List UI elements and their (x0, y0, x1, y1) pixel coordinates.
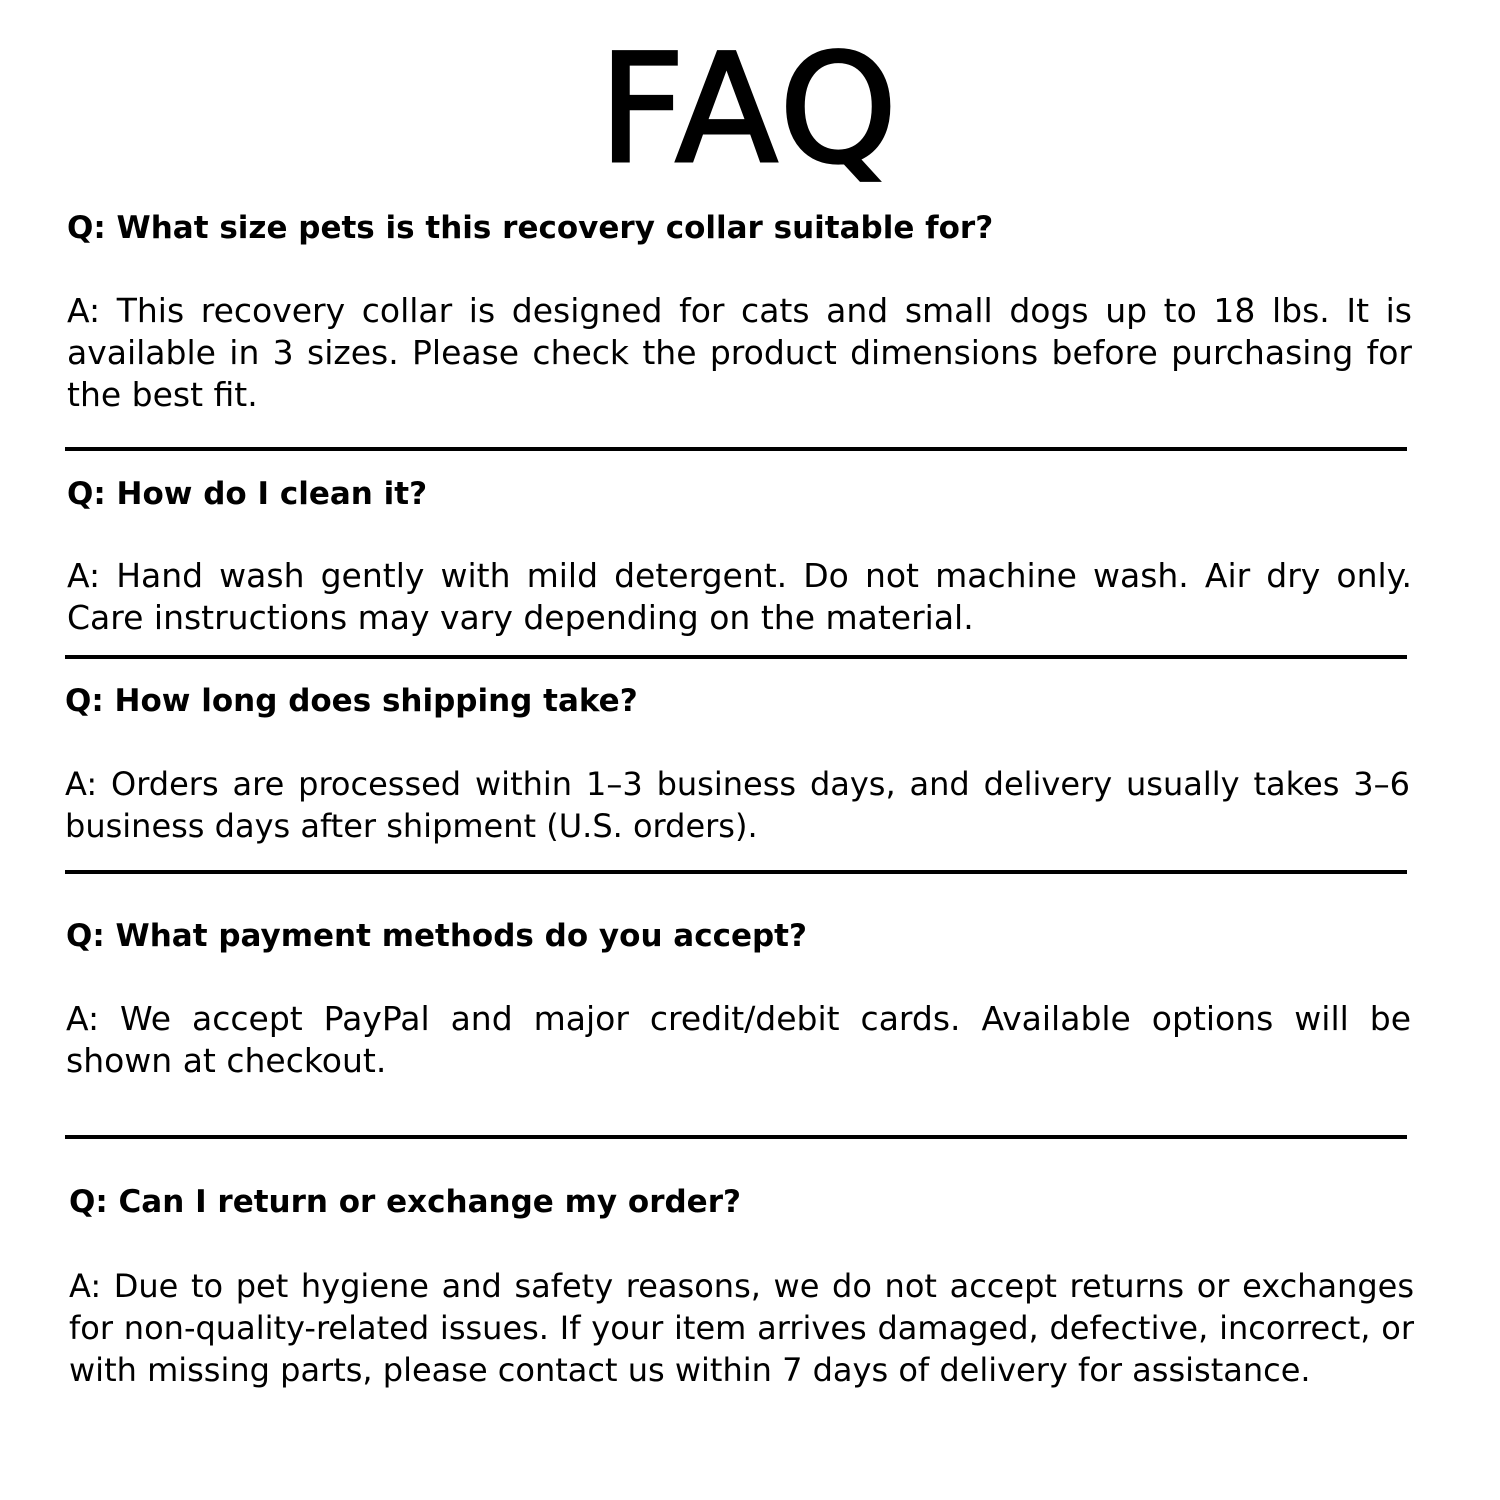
faq-answer-3: A: Orders are processed within 1–3 business days, and delivery usually takes 3–6 business days after shipment (U.S. orders). (65, 765, 1410, 845)
faq-answer-1: A: This recovery collar is designed for cats and small dogs up to 18 lbs. It is available in 3 sizes. Please check the product dimensions before purchasing for the best fit. (67, 291, 1412, 414)
faq-question-5: Q: Can I return or exchange my order? (69, 1184, 741, 1220)
faq-question-4: Q: What payment methods do you accept? (66, 918, 807, 954)
divider-3 (65, 870, 1407, 874)
divider-4 (65, 1135, 1407, 1139)
faq-question-3: Q: How long does shipping take? (65, 683, 638, 719)
divider-2 (65, 655, 1407, 659)
faq-question-1: Q: What size pets is this recovery collar suitable for? (67, 210, 994, 246)
faq-answer-5: A: Due to pet hygiene and safety reasons, we do not accept returns or exchanges for non-quality-related issues. If your item arrives damaged, defective, incorrect, or with missing parts, please contact us within 7 days of delivery for assistance. (69, 1267, 1414, 1389)
faq-answer-4: A: We accept PayPal and major credit/debit cards. Available options will be shown at checkout. (66, 999, 1411, 1080)
faq-answer-2: A: Hand wash gently with mild detergent. Do not machine wash. Air dry only. Care instructions may vary depending on the material. (67, 556, 1412, 637)
page-title: FAQ (598, 23, 902, 197)
divider-1 (65, 447, 1407, 451)
faq-question-2: Q: How do I clean it? (67, 476, 428, 512)
